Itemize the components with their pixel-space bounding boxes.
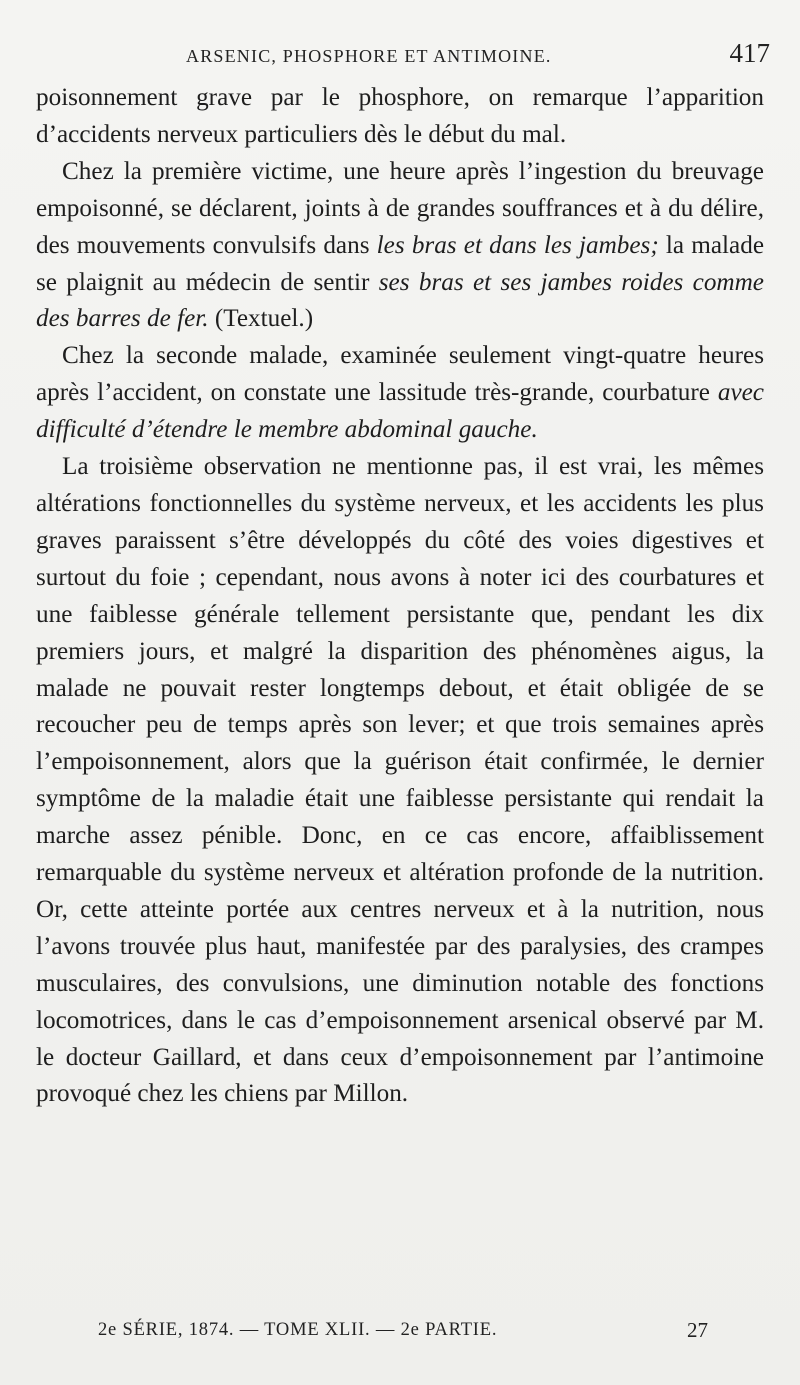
paragraph-3	[36, 338, 764, 449]
paragraph-2-text-3: (Textuel.)	[208, 305, 314, 333]
paragraph-2-text-1: Chez la première victime, une heure après l’ingestion du breuvage empoisonné, se déclarent, joints à de grandes souffrances et à du délire, des mouvements convulsifs dans	[36, 157, 764, 259]
body-text	[36, 80, 764, 1113]
paragraph-3-italic-1: avec difficulté d’étendre le membre abdominal gauche.	[36, 379, 764, 444]
running-head: ARSENIC, PHOSPHORE ET ANTIMOINE.	[186, 46, 552, 66]
page-number: 417	[729, 38, 770, 68]
paragraph-2	[36, 154, 764, 339]
paragraph-2-text-2: la malade se plaignit au médecin de sentir	[36, 231, 764, 296]
signature-number: 27	[687, 1318, 708, 1342]
page-footer	[98, 1318, 708, 1352]
paragraph-4: La troisième observation ne mentionne pas, il est vrai, les mêmes altérations fonctionnelles du système nerveux, et les accidents les plus graves paraissent s’être développés du côté des voies digestives et surtout du foie ; cependant, nous avons à noter ici des courbatures et une faiblesse générale tellement persistante que, pendant les dix premiers jours, et malgré la disparition des phénomènes aigus, la malade ne pouvait rester longtemps debout, et était obligée de se recoucher peu de temps après son lever; et que trois semaines après l’empoisonnement, alors que la guérison était confirmée, le dernier symptôme de la maladie était une faiblesse persistante qui rendait la marche assez pénible. Donc, en ce cas encore, affaiblissement remarquable du système nerveux et altération profonde de la nutrition. Or, cette atteinte portée aux centres nerveux et à la nutrition, nous l’avons trouvée plus haut, manifestée par des paralysies, des crampes musculaires, des convulsions, une diminution notable des fonctions locomotrices, dans le cas d’empoisonnement arsenical observé par M. le docteur Gaillard, et dans ceux d’empoisonnement par l’antimoine provoqué chez les chiens par Millon.	[36, 453, 764, 1108]
paragraph-2-italic-2: ses bras et ses jambes roides comme des barres de fer.	[36, 268, 764, 333]
paragraph-1: poisonnement grave par le phosphore, on remarque l’apparition d’accidents nerveux particuliers dès le début du mal.	[36, 84, 764, 148]
printer-signature: 2e SÉRIE, 1874. — TOME XLII. — 2e PARTIE.	[98, 1320, 498, 1340]
paragraph-2-italic-1: les bras et dans les jambes;	[376, 231, 659, 259]
paragraph-3-text-1: Chez la seconde malade, examinée seulement vingt-quatre heures après l’accident, on constate une lassitude très-grande, courbature	[36, 342, 764, 407]
page-header	[36, 38, 770, 74]
